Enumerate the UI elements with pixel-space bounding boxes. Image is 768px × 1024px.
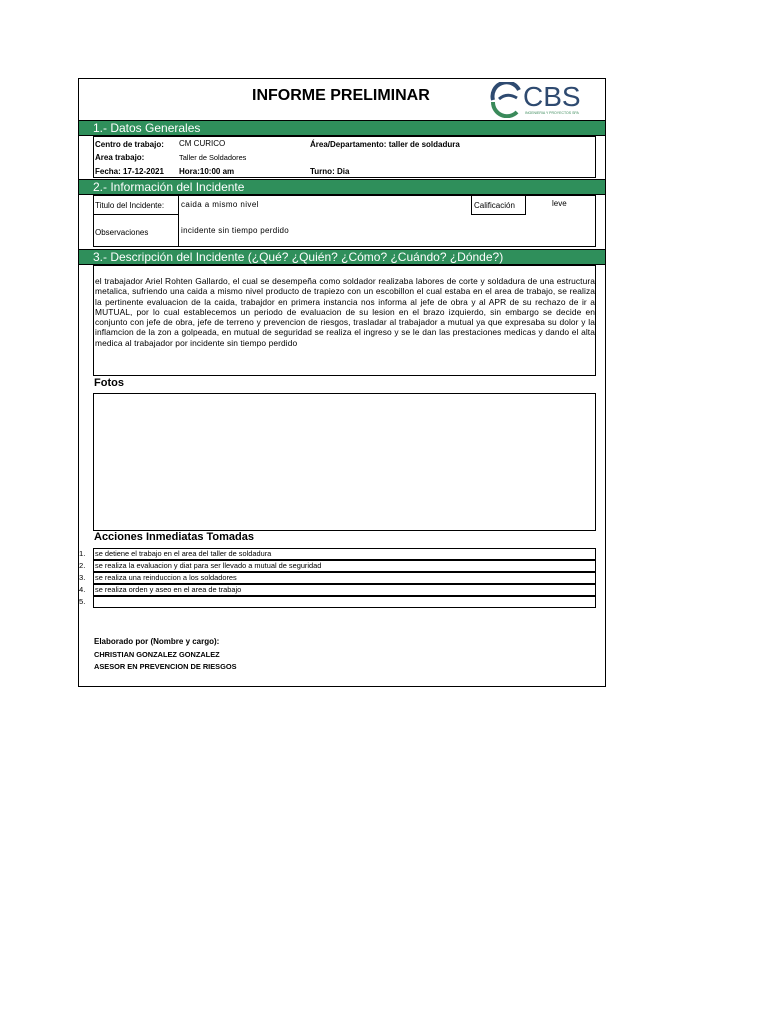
accion-row: se realiza una reinduccion a los soldadores [93,572,596,584]
titulo-value: caida a mismo nivel [181,200,259,209]
section-1-header: 1.- Datos Generales [79,120,605,136]
accion-num: 1. [79,549,86,558]
calificacion-label: Calificación [474,201,515,210]
fotos-heading: Fotos [94,377,124,389]
section-3-header: 3.- Descripción del Incidente (¿Qué? ¿Quién? ¿Cómo? ¿Cuándo? ¿Dónde?) [79,249,605,265]
accion-row: se realiza la evaluacion y diat para ser llevado a mutual de seguridad [93,560,596,572]
area-label: Area trabajo: [95,153,145,162]
obs-value: incidente sin tiempo perdido [181,226,290,235]
descripcion-text: el trabajador Ariel Rohten Gallardo, el cual se desempeña como soldador realizaba labores de corte y soldadura de una estructura metalica, sufriendo una caida a mismo nivel producto de trapiezo con un escobillon el cual estaba en el area de trabajo, se realiza la pertinente evaluacion de la caida, trabajdor en primera instancia nos informa al jefe de obra y al APR de su rechazo de ir a MUTUAL, por lo cual establecemos un periodo de evaluacion de su lesion en el brazo izquierdo, sin embargo se decide en conjunto con jefe de obra, jefe de terreno y prevencion de riesgos, trasladar al trabajador a mutual ya que expresaba su dolor y la inflamcion de la zon a golpeada, en mutual de seguridad se realiza el ingreso y se le dan las prestaciones medicas y dando el alta medica al trabajador por incidente sin tiempo perdido [95,276,595,348]
accion-num: 3. [79,573,86,582]
elaborado-nombre: CHRISTIAN GONZALEZ GONZALEZ [94,650,220,659]
accion-num: 2. [79,561,86,570]
calificacion-value: leve [552,199,567,208]
page-title: INFORME PRELIMINAR [252,87,430,104]
accion-num: 4. [79,585,86,594]
logo-mark-icon [489,82,525,118]
logo-text: CBS [523,81,581,112]
acciones-heading: Acciones Inmediatas Tomadas [94,531,254,543]
elaborado-label: Elaborado por (Nombre y cargo): [94,637,220,646]
accion-row [93,596,596,608]
section-2-header: 2.- Información del Incidente [79,179,605,195]
company-logo [489,82,589,118]
fotos-box [93,393,596,531]
accion-row: se detiene el trabajo en el area del taller de soldadura [93,548,596,560]
obs-label: Observaciones [95,228,149,237]
centro-value: CM CURICO [179,139,226,148]
accion-num: 5. [79,597,86,606]
accion-row: se realiza orden y aseo en el area de trabajo [93,584,596,596]
titulo-label: Titulo del Incidente: [95,201,165,210]
area-departamento: Área/Departamento: taller de soldadura [310,140,460,149]
turno: Turno: Dia [310,167,350,176]
area-value: Taller de Soldadores [179,153,247,162]
elaborado-cargo: ASESOR EN PREVENCION DE RIESGOS [94,662,237,671]
centro-label: Centro de trabajo: [95,140,164,149]
fecha: Fecha: 17-12-2021 [95,167,164,176]
logo-subtitle: INGENIERIA Y PROYECTOS SPA [525,111,579,115]
hora: Hora:10:00 am [179,167,235,176]
